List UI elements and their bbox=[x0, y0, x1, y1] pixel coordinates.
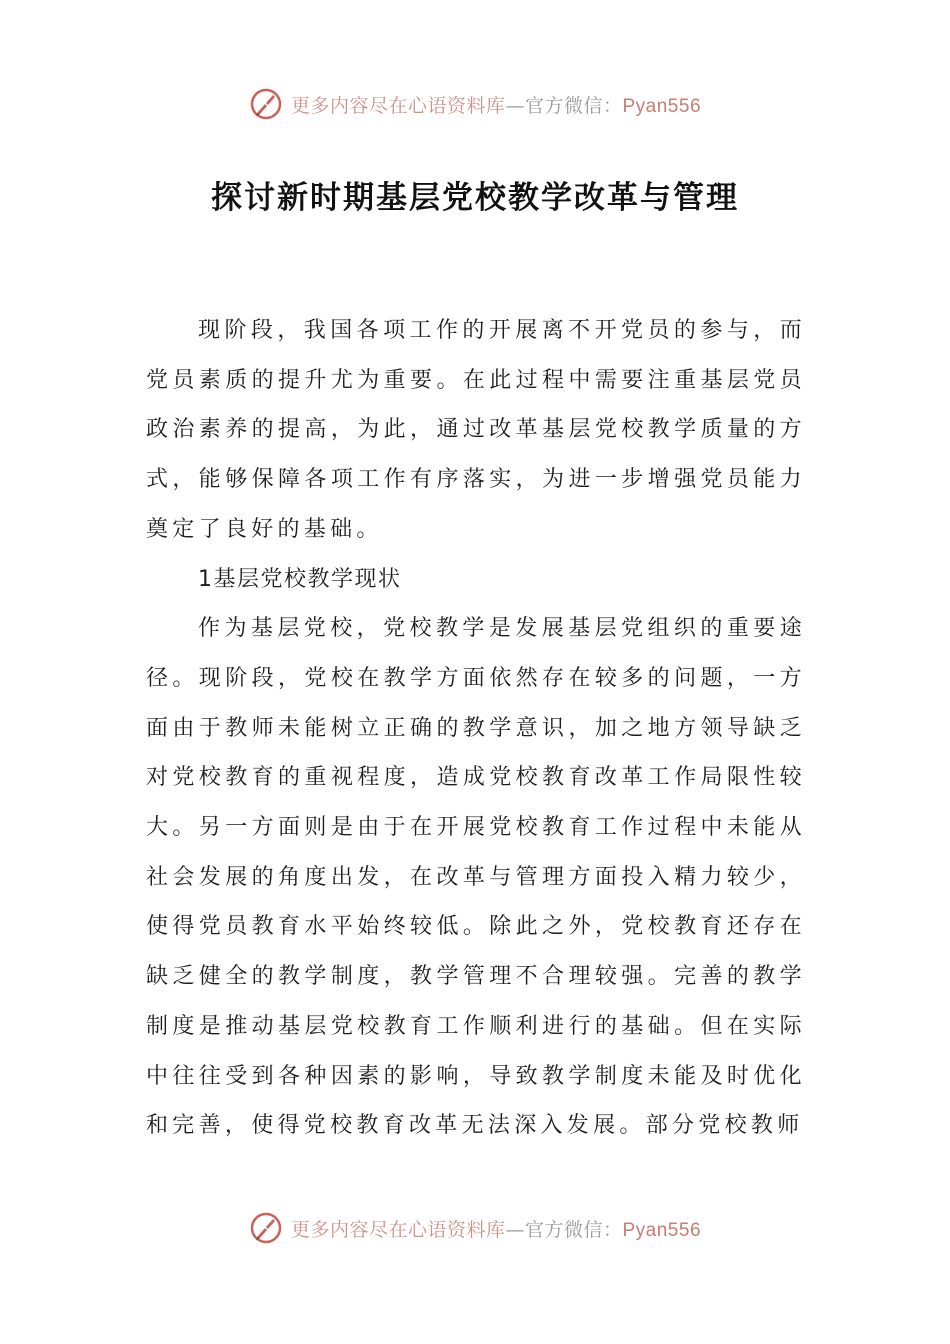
watermark-main: 更多内容尽在心语资料库 bbox=[290, 1218, 506, 1241]
paragraph: 现阶段，我国各项工作的开展离不开党员的参与，而党员素质的提升尤为重要。在此过程中需要注重基层党员政治素养的提高，为此，通过改革基层党校教学质量的方式，能够保障各项工作有序落实，为进一步增强党员能力奠定了良好的基础。 bbox=[146, 318, 806, 542]
watermark-id: Pyan556 bbox=[622, 1219, 702, 1241]
quill-logo-icon bbox=[249, 87, 283, 121]
watermark-header bbox=[0, 84, 950, 124]
watermark-text bbox=[291, 1215, 701, 1242]
paragraph: 作为基层党校，党校教学是发展基层党组织的重要途径。现阶段，党校在教学方面依然存在较多的问题，一方面由于教师未能树立正确的教学意识，加之地方领导缺乏对党校教育的重视程度，造成党校教育改革工作局限性较大。另一方面则是由于在开展党校教育工作过程中未能从社会发展的角度出发，在改革与管理方面投入精力较少，使得党员教育水平始终较低。除此之外，党校教育还存在缺乏健全的教学制度，教学管理不合理较强。完善的教学制度是推动基层党校教育工作顺利进行的基础。但在实际中往往受到各种因素的影响，导致教学制度未能及时优化和完善，使得党校教育改革无法深入发展。部分党校教师 bbox=[146, 616, 806, 1139]
quill-logo-icon bbox=[249, 1211, 283, 1245]
document-body bbox=[146, 306, 806, 1151]
watermark-sub: 官方微信： bbox=[524, 1218, 623, 1241]
watermark-dash: — bbox=[505, 94, 525, 117]
section-heading: 1基层党校教学现状 bbox=[198, 566, 402, 592]
watermark-id: Pyan556 bbox=[622, 95, 702, 117]
watermark-text bbox=[291, 91, 701, 118]
watermark-footer bbox=[0, 1208, 950, 1248]
watermark-dash: — bbox=[505, 1218, 525, 1241]
watermark-main: 更多内容尽在心语资料库 bbox=[290, 94, 506, 117]
watermark-sub: 官方微信： bbox=[524, 94, 623, 117]
document-title: 探讨新时期基层党校教学改革与管理 bbox=[211, 180, 739, 216]
